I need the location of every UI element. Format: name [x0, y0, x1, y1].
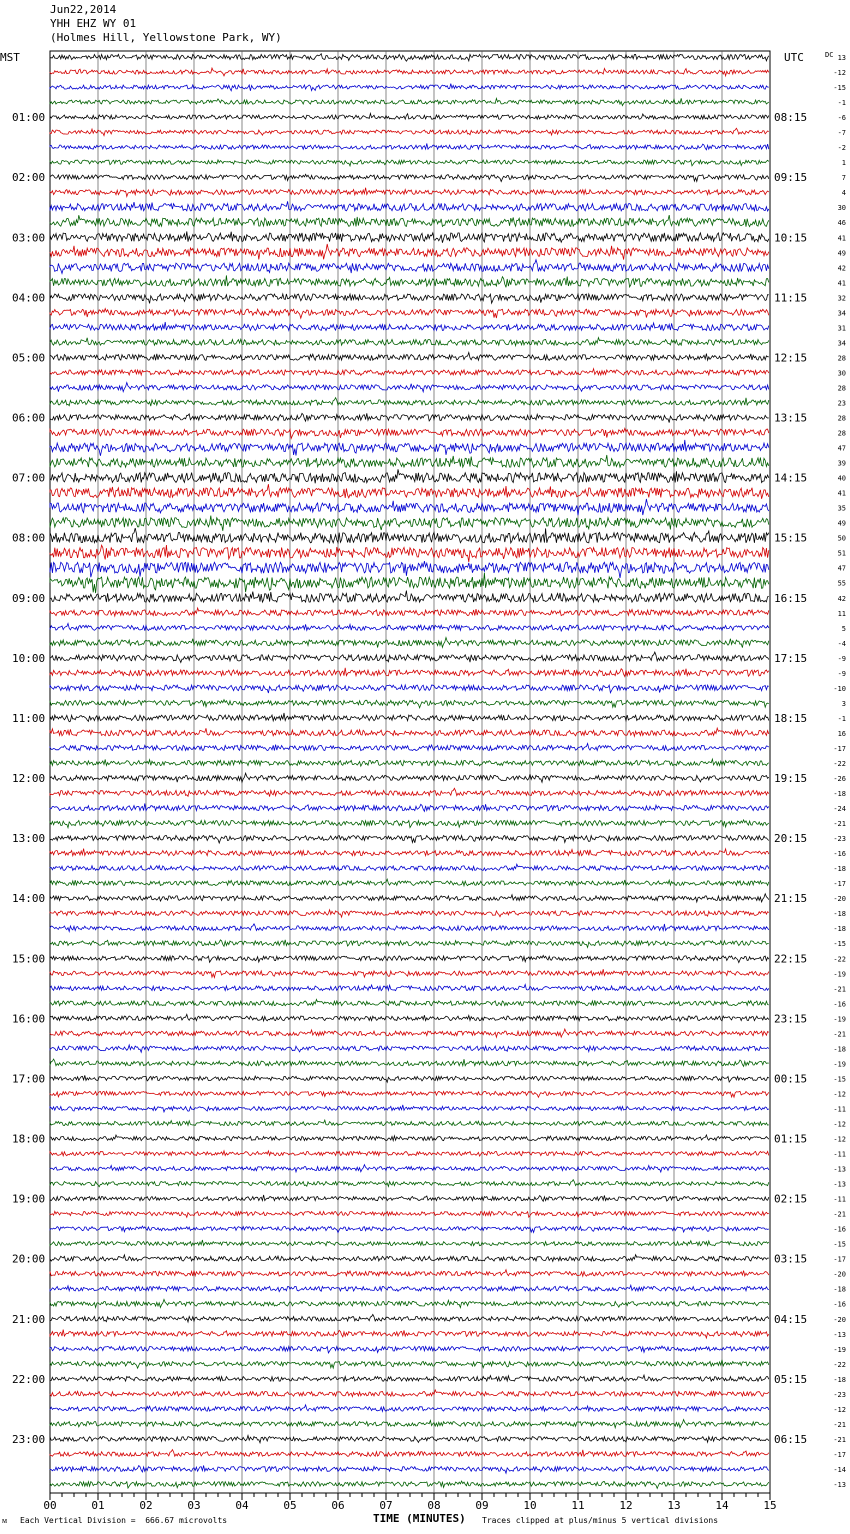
dc-offset-value: -15	[833, 84, 846, 93]
trace-12	[50, 231, 769, 242]
trace-22	[50, 383, 769, 392]
trace-44	[50, 713, 769, 722]
dc-offset-value: -21	[833, 1420, 846, 1429]
trace-26	[50, 440, 769, 456]
mst-hour-label: 23:00	[12, 1432, 46, 1446]
mst-hour-label: 01:00	[12, 111, 46, 125]
dc-offset-value: 47	[837, 564, 846, 573]
dc-offset-value: -17	[833, 1450, 846, 1459]
dc-offset-value: -18	[833, 1375, 846, 1384]
x-tick-label: 08	[427, 1499, 441, 1512]
trace-77	[50, 1211, 769, 1217]
trace-50	[50, 803, 769, 811]
dc-offset-value: -12	[833, 1120, 846, 1129]
trace-87	[50, 1360, 769, 1368]
dc-offset-value: -9	[837, 669, 846, 678]
trace-37	[50, 608, 769, 616]
dc-offset-value: 11	[837, 609, 846, 618]
trace-30	[50, 499, 769, 515]
dc-offset-value: 7	[841, 174, 846, 183]
dc-offset-value: -21	[833, 1030, 846, 1039]
dc-offset-value: 28	[837, 414, 846, 423]
x-tick-label: 01	[91, 1499, 105, 1512]
dc-offset-value: 30	[837, 204, 846, 213]
x-tick-label: 00	[43, 1499, 57, 1512]
utc-hour-label: 03:15	[774, 1252, 808, 1266]
dc-offset-value: 41	[837, 234, 846, 243]
dc-offset-value: -16	[833, 1300, 846, 1309]
dc-offset-value: 55	[837, 579, 846, 588]
trace-13	[50, 244, 769, 260]
trace-84	[50, 1315, 769, 1323]
dc-offset-value: -23	[833, 835, 846, 844]
dc-offset-value: -13	[833, 1330, 846, 1339]
utc-hour-label: 15:15	[774, 531, 808, 545]
trace-62	[50, 985, 769, 991]
trace-23	[50, 398, 769, 406]
dc-offset-value: 32	[837, 294, 846, 303]
dc-offset-value: -18	[833, 1285, 846, 1294]
utc-hour-label: 22:15	[774, 952, 808, 966]
dc-offset-value: 50	[837, 534, 846, 543]
utc-hour-label: 16:15	[774, 591, 808, 605]
dc-offset-value: -19	[833, 970, 846, 979]
trace-32	[50, 528, 769, 543]
mst-hour-label: 08:00	[12, 531, 46, 545]
dc-offset-value: -18	[833, 790, 846, 799]
x-axis-title: TIME (MINUTES)	[373, 1512, 466, 1525]
mst-hour-label: 15:00	[12, 952, 46, 966]
dc-offset-value: -18	[833, 910, 846, 919]
utc-hour-label: 05:15	[774, 1372, 808, 1386]
x-tick-label: 06	[331, 1499, 345, 1512]
dc-offset-value: -15	[833, 1240, 846, 1249]
trace-79	[50, 1240, 769, 1246]
trace-86	[50, 1346, 769, 1353]
trace-76	[50, 1195, 769, 1201]
x-tick-label: 11	[571, 1499, 585, 1512]
trace-52	[50, 836, 769, 844]
trace-25	[50, 428, 769, 438]
utc-hour-label: 08:15	[774, 111, 808, 125]
trace-89	[50, 1390, 769, 1397]
trace-31	[50, 516, 769, 531]
dc-offset-value: 28	[837, 429, 846, 438]
trace-65	[50, 1029, 769, 1037]
mst-hour-label: 16:00	[12, 1012, 46, 1026]
utc-hour-label: 19:15	[774, 772, 808, 785]
dc-offset-value: -12	[833, 69, 846, 78]
utc-hour-label: 02:15	[774, 1192, 808, 1206]
mst-hour-label: 14:00	[12, 892, 46, 906]
utc-hour-label: 21:15	[774, 892, 808, 906]
dc-offset-value: 28	[837, 384, 846, 393]
trace-47	[50, 759, 769, 766]
mst-hour-label: 05:00	[12, 351, 46, 365]
x-tick-label: 09	[475, 1499, 489, 1512]
trace-51	[50, 820, 769, 828]
trace-34	[50, 561, 769, 578]
utc-hour-label: 01:15	[774, 1132, 808, 1146]
dc-offset-value: 16	[837, 729, 846, 738]
dc-offset-value: 41	[837, 489, 846, 498]
mst-hour-label: 13:00	[12, 832, 46, 846]
dc-offset-value: 1	[841, 159, 846, 168]
utc-hour-label: 00:15	[774, 1072, 808, 1086]
dc-offset-value: 3	[841, 699, 846, 708]
trace-35	[50, 573, 769, 593]
x-tick-label: 03	[187, 1499, 201, 1512]
dc-offset-value: -13	[833, 1180, 846, 1189]
trace-60	[50, 955, 769, 962]
dc-offset-value: 31	[837, 324, 846, 333]
dc-offset-value: -19	[833, 1060, 846, 1069]
trace-85	[50, 1330, 769, 1338]
dc-offset-value: -18	[833, 1045, 846, 1054]
mst-hour-label: 21:00	[12, 1312, 46, 1326]
mst-hour-label: 20:00	[12, 1252, 46, 1266]
trace-95	[50, 1481, 769, 1488]
dc-offset-value: -18	[833, 865, 846, 874]
utc-hour-label: 06:15	[774, 1432, 808, 1446]
trace-39	[50, 638, 769, 648]
utc-hour-label: 11:15	[774, 291, 808, 305]
trace-53	[50, 849, 769, 856]
dc-offset-value: -20	[833, 1315, 846, 1324]
trace-29	[50, 484, 769, 499]
trace-49	[50, 788, 769, 796]
dc-offset-value: 23	[837, 399, 846, 408]
utc-hour-label: 20:15	[774, 832, 808, 846]
dc-offset-value: 47	[837, 444, 846, 453]
trace-69	[50, 1091, 769, 1097]
dc-label: DC	[825, 51, 834, 59]
dc-offset-value: -11	[833, 1150, 846, 1159]
trace-67	[50, 1059, 769, 1066]
dc-offset-value: -12	[833, 1405, 846, 1414]
mst-hour-label: 07:00	[12, 471, 46, 485]
clip-note: Traces clipped at plus/minus 5 vertical divisions	[482, 1516, 719, 1525]
dc-offset-value: 42	[837, 594, 846, 603]
dc-offset-value: 46	[837, 219, 846, 228]
trace-66	[50, 1045, 769, 1052]
trace-46	[50, 744, 769, 751]
trace-43	[50, 700, 769, 708]
dc-offset-value: -2	[837, 144, 846, 153]
dc-offset-value: 49	[837, 249, 846, 258]
x-tick-label: 12	[619, 1499, 633, 1512]
trace-71	[50, 1120, 769, 1126]
utc-hour-label: 12:15	[774, 351, 808, 365]
dc-offset-value: 34	[837, 339, 846, 348]
trace-81	[50, 1270, 769, 1277]
dc-offset-value: -1	[837, 99, 846, 108]
trace-24	[50, 413, 769, 422]
dc-offset-value: 51	[837, 549, 846, 558]
mst-hour-label: 04:00	[12, 291, 46, 305]
utc-hour-label: 09:15	[774, 171, 808, 185]
trace-55	[50, 879, 769, 886]
trace-4	[50, 113, 769, 119]
trace-2	[50, 84, 769, 91]
dc-offset-value: -20	[833, 1270, 846, 1279]
mst-label: MST	[0, 51, 20, 64]
trace-82	[50, 1285, 769, 1291]
mst-hour-label: 18:00	[12, 1132, 46, 1146]
trace-40	[50, 652, 769, 662]
dc-offset-value: 42	[837, 264, 846, 273]
trace-38	[50, 623, 769, 631]
dc-offset-value: -24	[833, 805, 846, 814]
dc-offset-value: 30	[837, 369, 846, 378]
x-tick-label: 15	[763, 1499, 777, 1512]
dc-offset-value: -16	[833, 1000, 846, 1009]
trace-92	[50, 1436, 769, 1443]
dc-offset-value: -23	[833, 1390, 846, 1399]
trace-75	[50, 1180, 769, 1187]
x-tick-label: 07	[379, 1499, 393, 1512]
dc-offset-value: 34	[837, 309, 846, 318]
mst-hour-label: 06:00	[12, 411, 46, 425]
utc-hour-label: 04:15	[774, 1312, 808, 1326]
utc-hour-label: 14:15	[774, 471, 808, 485]
trace-10	[50, 201, 769, 211]
trace-18	[50, 322, 769, 331]
dc-offset-value: -22	[833, 1360, 846, 1369]
dc-offset-value: 28	[837, 354, 846, 363]
dc-offset-value: -21	[833, 1435, 846, 1444]
trace-14	[50, 260, 769, 274]
utc-hour-label: 13:15	[774, 411, 808, 425]
mst-hour-label: 19:00	[12, 1192, 46, 1206]
trace-28	[50, 469, 769, 483]
plot-date: Jun22,2014	[50, 3, 117, 16]
trace-88	[50, 1375, 769, 1381]
dc-offset-value: -26	[833, 775, 846, 783]
dc-offset-value: -19	[833, 1015, 846, 1024]
mst-hour-label: 17:00	[12, 1072, 46, 1086]
dc-offset-value: -9	[837, 654, 846, 663]
utc-hour-label: 23:15	[774, 1012, 808, 1026]
dc-offset-value: -1	[837, 714, 846, 723]
corner-mark: ᴍ	[2, 1516, 8, 1525]
trace-45	[50, 728, 769, 736]
dc-offset-value: -17	[833, 744, 846, 753]
trace-6	[50, 143, 769, 149]
trace-36	[50, 591, 769, 603]
utc-hour-label: 10:15	[774, 231, 808, 245]
dc-offset-value: -11	[833, 1195, 846, 1204]
mst-hour-label: 22:00	[12, 1372, 46, 1386]
dc-offset-value: -12	[833, 1090, 846, 1099]
trace-61	[50, 969, 769, 977]
dc-offset-value: -13	[833, 1480, 846, 1489]
x-tick-label: 10	[523, 1499, 537, 1512]
trace-17	[50, 309, 769, 319]
x-tick-label: 05	[283, 1499, 297, 1512]
dc-offset-value: -16	[833, 1225, 846, 1234]
dc-offset-value: 49	[837, 519, 846, 528]
mst-hour-label: 11:00	[12, 711, 46, 725]
trace-33	[50, 545, 769, 562]
dc-offset-value: 39	[837, 459, 846, 468]
trace-94	[50, 1466, 769, 1474]
trace-42	[50, 685, 769, 693]
trace-27	[50, 455, 769, 467]
dc-offset-value: 40	[837, 474, 846, 483]
trace-54	[50, 864, 769, 871]
dc-offset-value: 5	[841, 624, 846, 633]
trace-48	[50, 773, 769, 782]
dc-offset-value: -12	[833, 1135, 846, 1144]
station-code: YHH EHZ WY 01	[50, 17, 137, 30]
dc-offset-value: -20	[833, 895, 846, 904]
dc-offset-value: -7	[837, 129, 846, 138]
trace-78	[50, 1226, 769, 1232]
x-tick-label: 13	[667, 1499, 681, 1512]
trace-80	[50, 1255, 769, 1262]
trace-93	[50, 1450, 769, 1457]
dc-offset-value: -11	[833, 1105, 846, 1114]
dc-offset-value: 41	[837, 279, 846, 288]
trace-64	[50, 1014, 769, 1021]
trace-21	[50, 369, 769, 376]
mst-hour-label: 03:00	[12, 231, 46, 245]
trace-19	[50, 338, 769, 346]
dc-offset-value: -10	[833, 684, 846, 693]
x-tick-label: 02	[139, 1499, 153, 1512]
trace-74	[50, 1165, 769, 1172]
dc-offset-value: -17	[833, 1255, 846, 1264]
trace-91	[50, 1420, 769, 1428]
dc-offset-value: -22	[833, 759, 846, 768]
trace-3	[50, 98, 769, 105]
mst-hour-label: 10:00	[12, 651, 46, 665]
dc-offset-value: -4	[837, 639, 846, 648]
dc-offset-value: 13	[837, 54, 846, 62]
trace-41	[50, 668, 769, 677]
trace-5	[50, 128, 769, 135]
trace-16	[50, 294, 769, 303]
scale-note: Each Vertical Division = 666.67 microvolts	[20, 1516, 228, 1525]
utc-hour-label: 18:15	[774, 711, 808, 725]
trace-63	[50, 999, 769, 1006]
trace-58	[50, 924, 769, 932]
trace-8	[50, 174, 769, 181]
trace-83	[50, 1299, 769, 1307]
trace-68	[50, 1075, 769, 1082]
dc-offset-value: -21	[833, 1210, 846, 1219]
x-tick-label: 04	[235, 1499, 249, 1512]
trace-59	[50, 940, 769, 948]
mst-hour-label: 12:00	[12, 772, 46, 785]
dc-offset-value: -15	[833, 1075, 846, 1084]
dc-offset-value: -21	[833, 985, 846, 994]
trace-15	[50, 275, 769, 287]
dc-offset-value: -13	[833, 1165, 846, 1174]
trace-57	[50, 910, 769, 917]
trace-70	[50, 1105, 769, 1112]
dc-offset-value: -17	[833, 880, 846, 889]
dc-offset-value: -22	[833, 955, 846, 964]
station-location: (Holmes Hill, Yellowstone Park, WY)	[50, 31, 282, 44]
dc-offset-value: 4	[841, 189, 846, 198]
dc-offset-value: -18	[833, 925, 846, 934]
trace-0	[50, 54, 769, 62]
dc-offset-value: -19	[833, 1345, 846, 1354]
trace-72	[50, 1135, 769, 1141]
dc-offset-value: 35	[837, 504, 846, 513]
mst-hour-label: 09:00	[12, 591, 46, 605]
dc-offset-value: -15	[833, 940, 846, 949]
trace-73	[50, 1151, 769, 1156]
trace-7	[50, 160, 769, 166]
utc-label: UTC	[784, 51, 804, 64]
mst-hour-label: 02:00	[12, 171, 46, 185]
trace-56	[50, 894, 769, 902]
x-tick-label: 14	[715, 1499, 729, 1512]
dc-offset-value: -21	[833, 820, 846, 829]
trace-11	[50, 215, 769, 227]
trace-9	[50, 188, 769, 197]
utc-hour-label: 17:15	[774, 651, 808, 665]
trace-1	[50, 68, 769, 76]
dc-offset-value: -14	[833, 1465, 846, 1474]
dc-offset-value: -6	[837, 114, 846, 123]
trace-20	[50, 353, 769, 361]
dc-offset-value: -16	[833, 850, 846, 859]
trace-90	[50, 1405, 769, 1412]
